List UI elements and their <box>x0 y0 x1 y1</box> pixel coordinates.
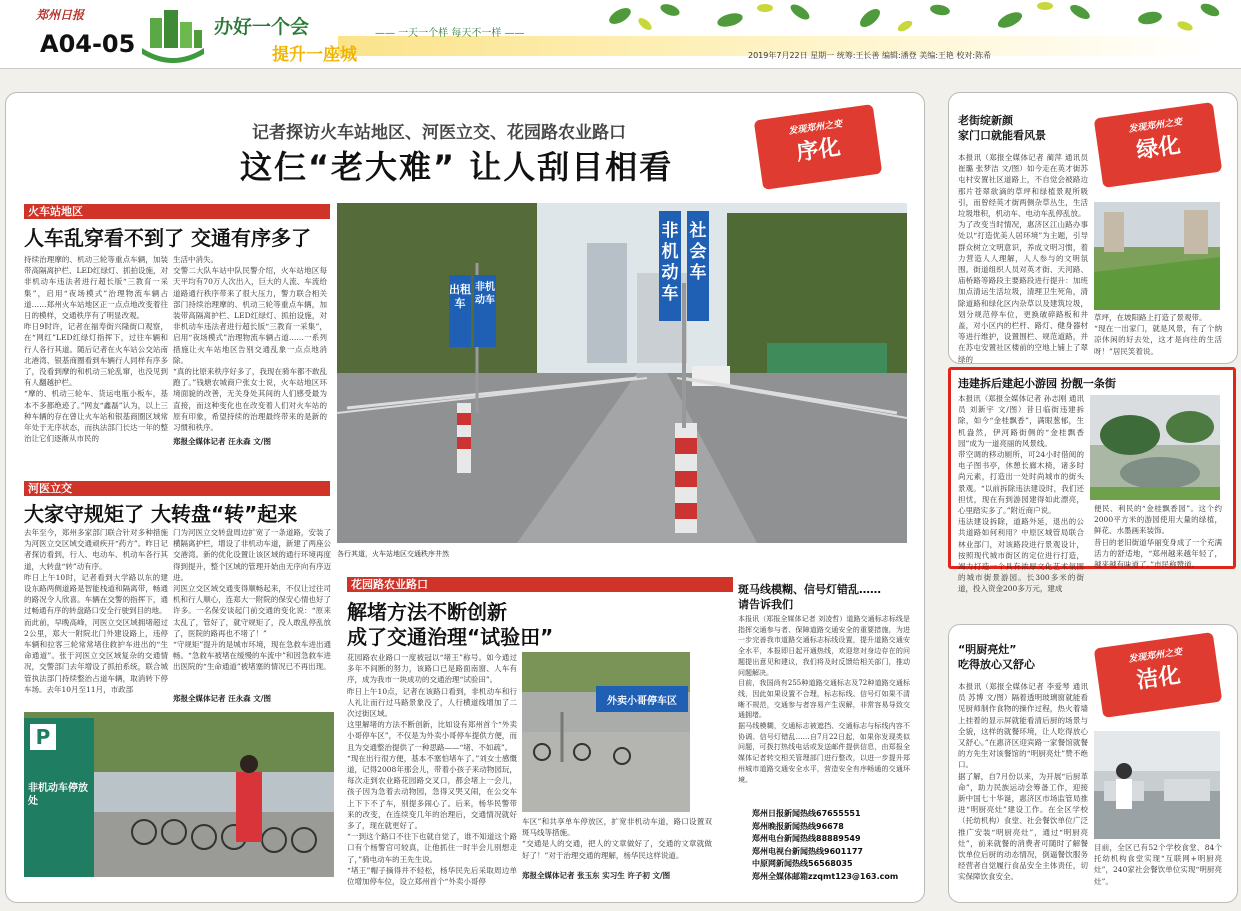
headline-heyi: 大家守规矩了 大转盘“转”起来 <box>24 502 298 526</box>
photo-bike-parking <box>24 712 334 877</box>
clean-headline-2: 吃得放心又舒心 <box>958 658 1035 671</box>
city-buildings-icon <box>140 8 206 62</box>
green-col2: 草坪，在坡阳路上打造了景观带。 “现在一出家门，就是风景，有了个纳凉休闲的好去处，这才是向往的生活呀！”居民笑着说。 <box>1094 313 1222 356</box>
delivery-zone-image <box>522 652 690 812</box>
seal-clean-top: 发现郑州之变 <box>1127 647 1183 665</box>
page-header <box>0 0 1241 69</box>
seal-green-main: 绿化 <box>1134 132 1183 164</box>
page-number: A04-05 <box>40 30 136 58</box>
slogan-bottom: 提升一座城 <box>272 45 357 65</box>
hotline-item: 郑州晚报新闻热线96678 <box>752 821 844 831</box>
park-headline: 违建拆后建起小游园 扮靓一条街 <box>958 377 1116 390</box>
sign-nonmotor-large: 非机动车 <box>661 221 679 304</box>
photo-delivery-parking <box>522 652 690 812</box>
section-bar-heyi: 河医立交 <box>24 481 330 496</box>
station-col1: 持续治理摩的、机动三轮等重点车辆，加装带高隔离护栏、LED红绿灯、抓拍设施，对非机动车违法者进行超长版“三教育一采集”，启用“夜场模式”治理物流车辆占道……郑州火车站地区正一点点地改变着往日的模样，交通秩序有了明显改观。 昨日9时许，记者在福寿街兴隆街口观察，在“网红”LED红绿灯指挥下，过往车辆和行人各行其道。随后记者在火车站公交站南北港湾、银基商圈看到车辆行人同样有序多了，没看到摩的和机动三轮乱窜，也没见到有人翻越护栏。 “摩的、机动三轮车、货运电瓶小板车，基本不多都绝迹了。”网友“鑫磊”认为，以上三种车辆的存在曾让火车站和银基商圈区域常年处于无序状态，而执法部门长达一年的整治让它们逐渐从市民的 <box>24 255 168 444</box>
green-headline-2: 家门口就能看风景 <box>958 129 1046 142</box>
huayuan-col2: 车区”和共享单车停放区，扩宽非机动车道，路口设置双斑马线等措施。 “交通是人的交通，把人的文章做好了，交通的文章就做好了！”对于治理交通的理解，杨华民这样说道。 <box>522 817 712 860</box>
green-col1: 本报讯（郑报全媒体记者 蔺萍 通讯员 崔璐 张梦洁 文/图）如今走在英才街苏屯村安置社区道路上，不自觉会被路边那片苍翠欲滴的草坪和绿植景观所吸引，而曾经英才街两侧杂草丛生，生活垃圾堆积，机动车、电动车乱停乱放。 为了改变当时情况，惠济区江山路办事处以“打造优美人居环境”为主题，引导群众树立文明意识，养成文明习惯，着力营造人人理解，人人参与的文明氛围。街道组织人员对英才街、天河路、庙桥路等路段主要路段进行提升：加班加点清运生活垃圾，清理卫生死角，清除道路和绿化区内杂草以及建筑垃圾，划分规范停车位，更换破碎路板和井盖，对小区内的栏杆、路灯、健身器材等进行维护，设置围栏、规范道路，并在苏屯安置社区楼前的空地上铺上了翠绿的 <box>958 153 1088 364</box>
clean-col2: 目前，全区已有52个学校食堂、84个托幼机构食堂实现“互联网+明厨亮灶”，240家社会餐饮单位实现“明厨亮灶”。 <box>1094 843 1222 886</box>
seal-clean-main: 洁化 <box>1134 662 1183 694</box>
section-bar-station: 火车站地区 <box>24 204 330 219</box>
main-headline: 这仨“老大难” 让人刮目相看 <box>240 148 674 186</box>
hotline-list <box>752 808 898 883</box>
seal-order-main: 序化 <box>794 134 843 166</box>
hotline-body: 本报讯（郑报全媒体记者 刘凌哲）道路交通标志标线是指挥交通参与者、保障道路交通安全的重要措施，为进一步完善我市道路交通标志标线设置，提升道路交通安全水平，本报即日起开通热线，欢迎您对身边存在的问题提出意见和建议，我们将及时反馈给相关部门，推动问题解决。 目前，我国尚有255种道路交通标志及72种道路交通标线，因此如果设置不合理，标志标线、信号灯如果不清晰不规范，交通参与者容易产生误解，非常容易导致交通拥堵。 据马线模糊，交通标志被遮挡、交通标志与标线内容不协调、信号灯错乱……自7月22日起，如果你发现类似问题，可拨打热线电话或发送邮件提供信息，由郑报全媒体记者转交相关管理部门进行整改，以进一步提升郑州城市道路交通安全水平，营造安全有序畅通的交通环境。 <box>738 615 910 784</box>
huayuan-byline: 郑报全媒体记者 张玉东 实习生 许子初 文/图 <box>522 871 671 880</box>
station-byline: 郑报全媒体记者 汪永森 文/图 <box>173 437 271 446</box>
hotline-item: 郑州全媒体邮箱zzqmt123@163.com <box>752 871 899 881</box>
hotline-item: 郑州电视台新闻热线9601177 <box>752 846 863 856</box>
heyi-byline: 郑报全媒体记者 汪永森 文/图 <box>173 694 271 703</box>
garden-image <box>1090 395 1220 500</box>
sign-social-vehicle: 社会车 <box>689 221 707 283</box>
photo-garden <box>1090 395 1220 500</box>
tagline: —— 一天一个样 每天不一样 —— <box>375 28 525 39</box>
parking-sign-text: 非机动车停放处 <box>28 783 88 807</box>
park-col2: 便民、利民的“金桂飘香园”。这个约2000平方米的游园使用大量的绿植，鲜花、水墨画来装饰。 昔日的老旧街道华丽变身成了一个充满活力的舒适地，“郑州越来越年轻了，越来越有味道了。”市民称赞道。 <box>1094 504 1222 570</box>
photo-station-traffic <box>337 203 907 543</box>
newspaper-logo: 郑州日报 <box>36 8 85 22</box>
heyi-col2: 门为河医立交转盘周边扩宽了一条道路，安装了横隔离护栏，增设了非机动车道，新建了两座公交港湾。新的优化设置让该区域的通行环境再度得到提升，整个区域的管理开始由无序向有序迈进。 河医立交区域交通变得顺畅起来，不仅让过往司机和行人顺心，连郑大一附院的保安心情也好了许多。一名保安谈起门前交通的变化说：“原来太乱了，管好了，就守规矩了，没人敢乱停乱放了，医院的路再也不堵了！” “守规矩”提升的是城市环境，现在急救车进出通畅。“急救车被堵在缓慢的车流中”和因急救车进出医院的“生命通道”被堵塞的情况已不再出现。 <box>173 528 331 672</box>
photo-kitchen <box>1094 731 1220 839</box>
sign-nonmotor-small: 非机动车 <box>475 282 495 306</box>
huayuan-col1: 花园路农业路口一度被冠以“堵王”称号。如今通过多年不间断的努力，该路口已是路面南窗、人车有序，成为我市一块成功的交通治理“试验田”。 昨日上午10点，记者在该路口看到，非机动车和行人礼让而行过马路景象没了，人行横道线增加了二次过街区域。 这里解堵的方法不断创新，比如设有郑州首个“外卖小哥停车区”，不仅是为外卖小哥停车提供方便，而且为交通整治提供了一种思路——“堵、不如疏”。 “现在出行很方便，基本不塞怕堵车了。”刘女士感慨道，记得2008年那会儿，带着小孩子来动物园玩，每次走到农业路花园路交叉口，都会堵上一会儿，孩子因为急着去动物园，急得又哭又闹，在公交车上下下不了车，别提多闹心了。后来，杨华民警带来的改变，在连续变几年的治理后，交通情况就好多了，现在就更好了。 “一到这个路口不往下也就自觉了，谁不知道这个路口有个杨警官可较真，让他抓住一时半会儿别想走了，”骑电动车的王先生说。 “堵王”帽子摘得并不轻松，杨华民先后采取周边单位增加停车位，设立郑州首个“外卖小哥停 <box>347 653 517 887</box>
headline-huayuan-1: 解堵方法不断创新 <box>347 600 507 624</box>
hotline-item: 郑州日报新闻热线67655551 <box>752 809 861 818</box>
station-col2: 生活中消失。 交警二大队车站中队民警介绍，火车站地区每天平均有70万人次出入，巨大的人流、车流给道路通行秩序带来了很大压力，警力联合相关部门持续治理摩的、机动三轮等重点车辆，加装带高隔离护栏、LED红绿灯、抓拍设施，对非机动车违法者进行超长版“三教育一采集”，启用“夜场模式”治理物流车辆占道……一系列措施让火车站地区告别交通乱象一点点地消除。 “真的比原来秩序好多了，我现在骑车都不敢乱跑了。”钱塘农城商户张女士说，火车站地区环境面貌的改善，无关身处其间的人们感受最为直接，而这种变化也在改变着人们对火车站的原有印象，希望持续的治理最终带来的是新的习惯和秩序。 <box>173 255 327 433</box>
headline-huayuan-2: 成了交通治理“试验田” <box>347 625 554 649</box>
green-headline-1: 老街绽新颜 <box>958 114 1013 127</box>
hotline-item: 郑州电台新闻热线88889549 <box>752 834 861 843</box>
park-col1: 本报讯（郑报全媒体记者 孙志刚 通讯员 刘新宇 文/图）昔日临街违建拆除，如今“金桂飘香”，满眼葱郁，生机盎然，伊河路街侧的“金桂飘香园”成为一道亮丽的风景线。 带空调的移动厕所，可24小时借阅的电子图书亭，休憩长廊木椅，诸多时尚元素，打造出一处时尚城市的街头景观。“以前拆除违法建设时，我们还担忧，现在有到游园建得如此漂亮，心里踏实多了。”附近商户说。 违法建设拆除，道路外延，退出的公共道路如何利用？中原区城管局联合林业部门，对该路段进行景观设计，按照现代城市街区的定位进行打造，竭力打造一个具有浓厚文化艺术氛围的城市街景游园。长300多米的街道，投入资金200多万元，建成 <box>958 394 1084 594</box>
section-bar-huayuan: 花园路农业路口 <box>347 577 733 592</box>
sign-taxi: 出租车 <box>449 283 471 310</box>
clean-headline-1: “明厨亮灶” <box>958 643 1017 656</box>
hotline-headline-1: 斑马线模糊、信号灯错乱…… <box>738 583 881 596</box>
photo-caption-station: 各行其道，火车站地区交通秩序井然 <box>337 550 449 558</box>
dateline: 2019年7月22日 星期一 统筹:王长善 编辑:潘登 美编:王艳 校对:陈希 <box>748 51 992 60</box>
lawn-image <box>1094 202 1220 310</box>
headline-station: 人车乱穿看不到了 交通有序多了 <box>24 226 311 250</box>
seal-green-top: 发现郑州之变 <box>1127 117 1183 135</box>
clean-col1: 本报讯（郑报全媒体记者 李爱琴 通讯员 苏博 文/图）隔着透明玻璃窗就能看见厨师制作食物的操作过程，热火着墙上挂着的显示屏就能看清后厨的场景与全貌，这样的就餐环境，让人吃得放心又舒心。”在惠济区迎宾路一家餐馆就餐的方先生对该餐馆的“明厨亮灶”赞不绝口。 据了解，自7月份以来，为开展“后厨革命”，助力民族运动会筹备工作，迎接新中国七十华诞，惠济区市场监管局推进“明厨亮灶”建设工作。在全区学校（托幼机构）食堂、社会餐饮单位广泛推广安装“明厨亮灶”，通过“明厨亮灶”，前来就餐的消费者可随时了解餐饮单位后厨的动态情况，倒逼餐饮服务经营者自觉履行食品安全主体责任，切实保障饮食安全。 <box>958 682 1088 882</box>
main-kicker: 记者探访火车站地区、河医立交、花园路农业路口 <box>252 123 626 143</box>
heyi-col1: 去年至今，郑州多家部门联合针对多种措施为河医立交区域交通顽疾开“药方”。昨日记者探访看到，行人、电动车、机动车各行其道，大转盘“转”动有序。 昨日上午10时，记者看到大学路以东的建设东路两侧道路是智能栈道和隔离带，畅通的路况令人欣喜。车辆在交警的指挥下，通过畅通有序的转盘路口安全行驶到目的地。 而此前，早晚高峰，河医立交区域拥堵超过2公里，郑大一附院北门外建设路上，违停车辆和拉客三轮常常堵住救护车进出的“生命通道”。张于河医立交区域复杂的交通情况，交警部门去年增设了抓拍系统，联合城管执法部门持续整治占道车辆，取消转下停车场。去年10月至11月，市政部 <box>24 528 168 694</box>
parking-p-icon: P <box>35 725 51 749</box>
kitchen-image <box>1094 731 1220 839</box>
hotline-item: 中原网新闻热线56568035 <box>752 859 853 868</box>
delivery-zone-sign: 外卖小哥停车区 <box>607 696 677 707</box>
slogan-top: 办好一个会 <box>214 16 310 38</box>
seal-order-top: 发现郑州之变 <box>787 119 843 137</box>
leaf-decoration <box>590 0 1230 36</box>
street-scene-image <box>337 203 907 543</box>
hotline-headline-2: 请告诉我们 <box>738 598 793 611</box>
photo-lawn <box>1094 202 1220 310</box>
